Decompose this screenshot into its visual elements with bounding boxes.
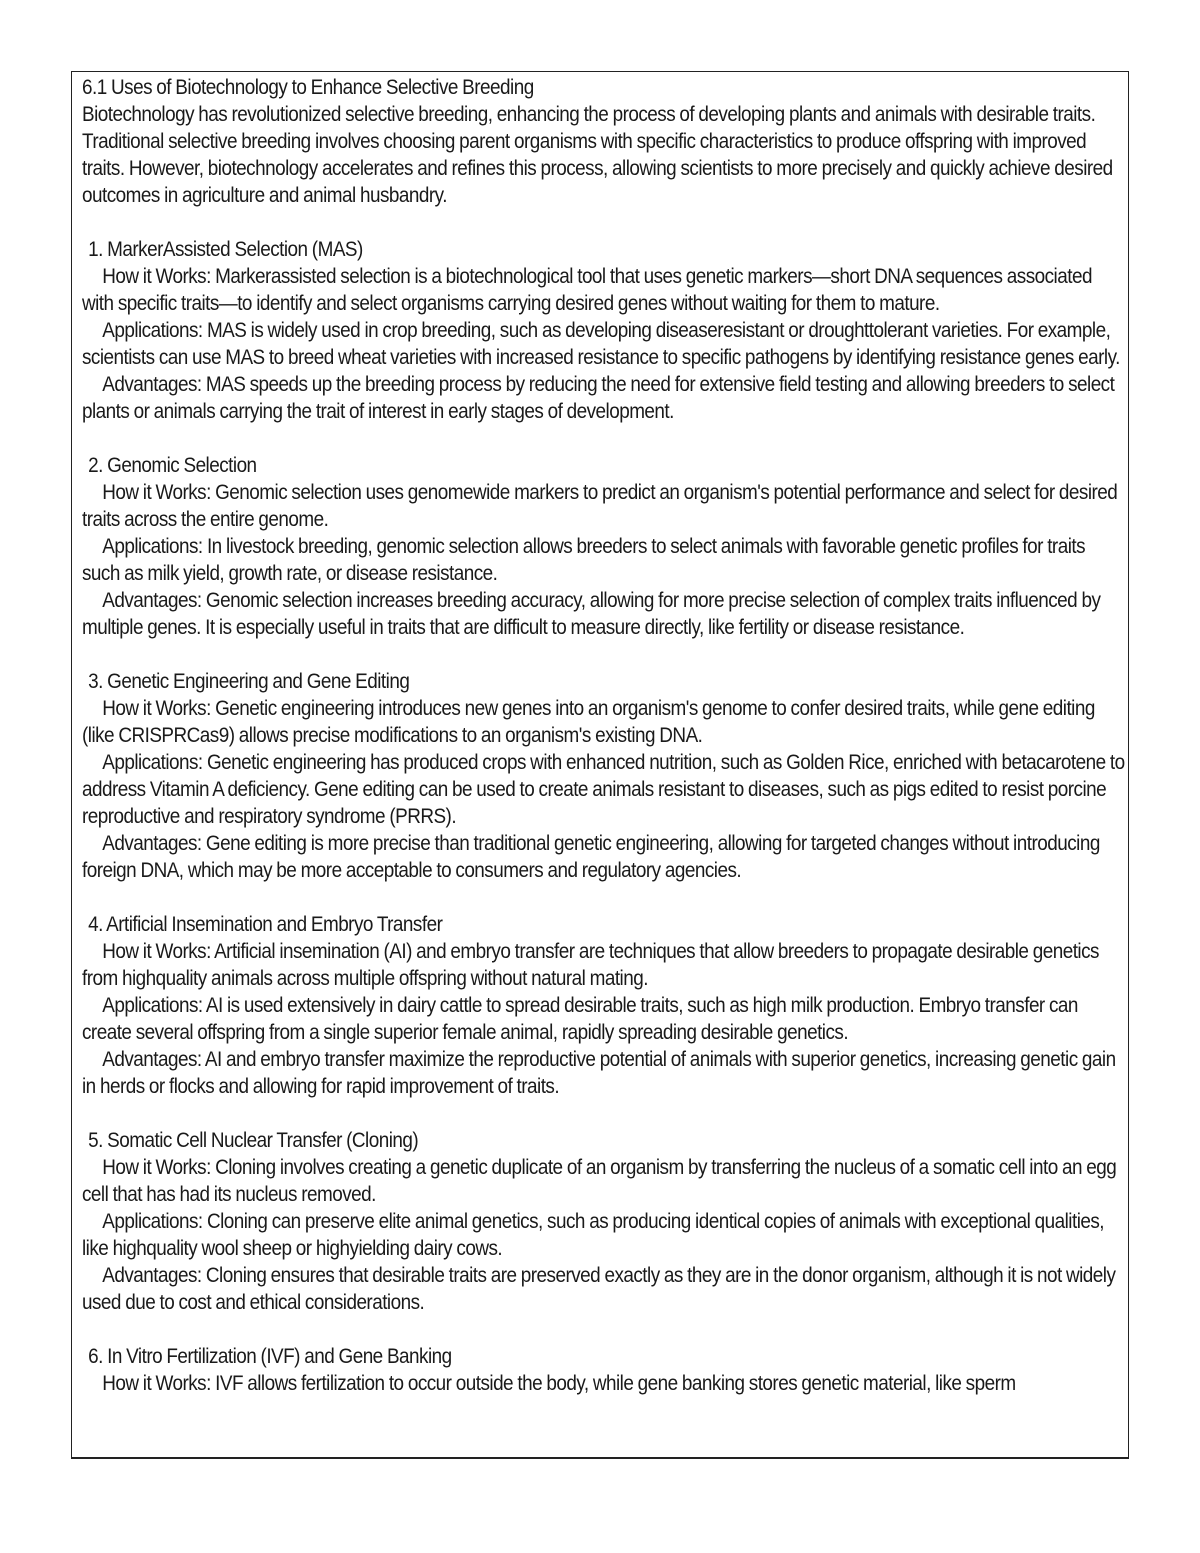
section-genetic-engineering — [82, 668, 1125, 884]
section-heading: 2. Genomic Selection — [88, 453, 257, 477]
applications-text: Applications: Cloning can preserve elite animal genetics, such as producing identical copies of animals with exceptional qualities, like highquality wool sheep or highyielding dairy cows. — [82, 1209, 1105, 1260]
section-cloning — [82, 1127, 1117, 1316]
section-heading: 1. MarkerAssisted Selection (MAS) — [88, 237, 363, 261]
how-it-works-text: How it Works: Genetic engineering introduces new genes into an organism's genome to confer desired traits, while gene editing (like CRISPRCas9) allows precise modifications to an organism's existing DNA. — [82, 696, 1095, 747]
section-heading: 5. Somatic Cell Nuclear Transfer (Cloning) — [88, 1128, 419, 1152]
applications-text: Applications: AI is used extensively in dairy cattle to spread desirable traits, such as high milk production. Embryo transfer can create several offspring from a single superior female animal, rapidly spreading desirable genetics. — [82, 993, 1078, 1044]
how-it-works-text: How it Works: Artificial insemination (AI) and embryo transfer are techniques that allow breeders to propagate desirable genetics from highquality animals across multiple offspring without natural mating. — [82, 939, 1099, 990]
advantages-text: Advantages: Genomic selection increases breeding accuracy, allowing for more precise selection of complex traits influenced by multiple genes. It is especially useful in traits that are difficult to measure directly, like fertility or disease resistance. — [82, 588, 1101, 639]
advantages-text: Advantages: Gene editing is more precise than traditional genetic engineering, allowing for targeted changes without introducing foreign DNA, which may be more acceptable to consumers and regulatory agencies. — [82, 831, 1100, 882]
applications-text: Applications: Genetic engineering has produced crops with enhanced nutrition, such as Golden Rice, enriched with betacarotene to address Vitamin A deficiency. Gene editing can be used to create animals resistant to diseases, such as pigs edited to resist porcine reproductive and respiratory syndrome (PRRS). — [82, 750, 1125, 828]
intro-paragraph: Biotechnology has revolutionized selective breeding, enhancing the process of developing plants and animals with desirable traits. Traditional selective breeding involves choosing parent organisms with specific characteristics to produce offspring with improved traits. However, biotechnology accelerates and refines this process, allowing scientists to more precisely and quickly achieve desired outcomes in agriculture and animal husbandry. — [82, 102, 1113, 207]
how-it-works-text: How it Works: Markerassisted selection is a biotechnological tool that uses genetic markers—short DNA sequences associated with specific traits—to identify and select organisms carrying desired genes without waiting for them to mature. — [82, 264, 1092, 315]
applications-text: Applications: In livestock breeding, genomic selection allows breeders to select animals with favorable genetic profiles for traits such as milk yield, growth rate, or disease resistance. — [82, 534, 1086, 585]
advantages-text: Advantages: MAS speeds up the breeding process by reducing the need for extensive field testing and allowing breeders to select plants or animals carrying the trait of interest in early stages of development. — [82, 372, 1115, 423]
section-marker-assisted-selection — [82, 236, 1120, 425]
how-it-works-text: How it Works: IVF allows fertilization to occur outside the body, while gene banking stores genetic material, like sperm — [102, 1371, 1016, 1395]
section-artificial-insemination — [82, 911, 1116, 1100]
document-title: 6.1 Uses of Biotechnology to Enhance Selective Breeding — [82, 75, 534, 99]
document-body — [82, 74, 1125, 1397]
how-it-works-text: How it Works: Cloning involves creating a genetic duplicate of an organism by transferring the nucleus of a somatic cell into an egg cell that has had its nucleus removed. — [82, 1155, 1117, 1206]
section-heading: 3. Genetic Engineering and Gene Editing — [88, 669, 410, 693]
section-heading: 6. In Vitro Fertilization (IVF) and Gene Banking — [88, 1344, 452, 1368]
how-it-works-text: How it Works: Genomic selection uses genomewide markers to predict an organism's potential performance and select for desired traits across the entire genome. — [82, 480, 1118, 531]
advantages-text: Advantages: Cloning ensures that desirable traits are preserved exactly as they are in the donor organism, although it is not widely used due to cost and ethical considerations. — [82, 1263, 1116, 1314]
section-ivf-gene-banking — [82, 1343, 1016, 1397]
applications-text: Applications: MAS is widely used in crop breeding, such as developing diseaseresistant or droughttolerant varieties. For example, scientists can use MAS to breed wheat varieties with increased resistance to specific pathogens by identifying resistance genes early. — [82, 318, 1120, 369]
section-genomic-selection — [82, 452, 1118, 641]
section-heading: 4. Artificial Insemination and Embryo Transfer — [88, 912, 443, 936]
advantages-text: Advantages: AI and embryo transfer maximize the reproductive potential of animals with superior genetics, increasing genetic gain in herds or flocks and allowing for rapid improvement of traits. — [82, 1047, 1116, 1098]
document-frame — [71, 71, 1129, 1459]
